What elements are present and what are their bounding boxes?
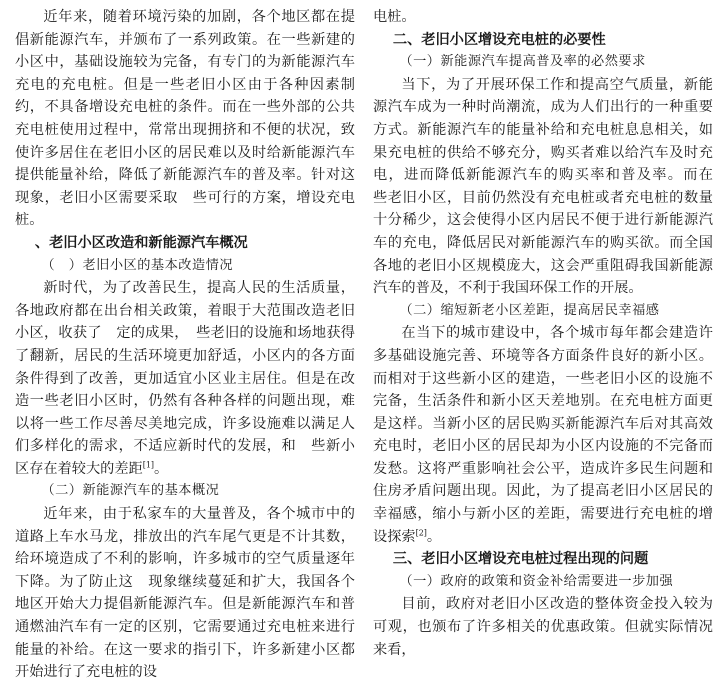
subsection-heading-5: （一）政府的政策和资金补给需要进一步加强 [399,573,674,589]
paragraph-end: 。 [426,528,442,545]
subsection-heading-4: （二）缩短新老小区差距，提高居民幸福感 [399,302,660,318]
left-column [15,6,370,684]
section-heading-3: 三、老旧小区增设充电桩过程出现的问题 [392,551,649,568]
paragraph-end: 。 [154,460,169,477]
subsection-heading-1: （ ）老旧小区的基本改造情况 [41,257,234,273]
subsection-heading-3: （一）新能源汽车提高普及率的必然要求 [399,54,646,70]
paragraph-popularity-requirement: 当下，为了开展环保工作和提高空气质量，新能源汽车成为一种时尚潮流，成为人们出行的一种重要方式。新能源汽车的能量补给和充电桩息息相关，如果充电桩的供给不够充分，购买者难以给汽车及时充电，进而降低新能源汽车的购买率和普及率。而在 些老旧小区，目前仍然没有充电桩或者充电桩的数量十分稀少，这会使得小区内居民不便于进行新能源汽车的充电，降低居民对新能源汽车的购买欲。而全国各地的老旧小区规模庞大，这会严重阻碍我国新能源汽车的普及，不利于我国环保工作的开展。 [373,76,727,297]
right-column [373,6,727,661]
reference-1: [1] [142,460,155,470]
reference-2: [2] [415,527,427,537]
subsection-heading-2: （二）新能源汽车的基本概况 [41,483,220,499]
paragraph-old-community-renovation [15,277,355,480]
intro-paragraph: 近年来，随着环境污染的加剧，各个地区都在提倡新能源汽车，并颁布了一系列政策。在一些新建的小区中，基础设施较为完备，有专门的为新能源汽车充电的充电桩。但是一些老旧小区由于各种因素制约，不具备增设充电桩的条件。而在一些外部的公共充电桩使用过程中，常常出现拥挤和不便的状况，致使许多居住在老旧小区的居民难以及时给新能源汽车提供能量补给，降低了新能源汽车的普及率。针对这 现象，老旧小区需要采取 些可行的方案，增设充电桩。 [15,9,370,229]
paragraph-new-energy-vehicles: 近年来，由于私家车的大量普及，各个城市中的道路上车水马龙，排放出的汽车尾气更是不计其数，给环境造成了不利的影响，许多城市的空气质量逐年下降。为了防止这 现象继续蔓延和扩大，我国各个地区开始大力提倡新能源汽车。但是新能源汽车和普通燃油汽车有一定的区别，它需要通过充电桩来进行能量的补给。在这一要求的指引下，许多新建小区都开始进行了充电桩的设 [15,506,355,681]
section-heading-1: 、老旧小区改造和新能源汽车概况 [34,234,248,251]
paragraph-government-policy: 目前，政府对老旧小区改造的整体资金投入较为可观，也颁布了许多相关的优惠政策。但就实际情况来看， [373,596,713,658]
section-heading-2: 二、老旧小区增设充电桩的必要性 [392,31,606,48]
paragraph-text: 在当下的城市建设中，各个城市每年都会建造许多基础设施完善、环境等各方面条件良好的新小区。而相对于这些新小区的建造，一些老旧小区的设施不完备，生活条件和新小区天差地别。在充电桩方面更是这样。当新小区的居民购买新能源汽车后对其高效充电时，老旧小区的居民却为小区内设施的不完备而发愁。这将严重影响社会公平，造成许多民生问题和住房矛盾问题出现。因此，为了提高老旧小区居民的幸福感，缩小与新小区的差距，需要进行充电桩的增设探索 [373,325,713,545]
paragraph-gap-happiness [373,322,713,548]
continued-paragraph: 电桩。 [373,9,416,25]
paragraph-text: 新时代，为了改善民生，提高人民的生活质量，各地政府都在出台相关政策，着眼于大范围改造老旧小区，收获了 定的成果， 些老旧的设施和场地获得了翻新，居民的生活环境更加舒适，小区内的各方面条件得到了改善，更加适宜小区业主居住。但是在改造一些老旧小区时，仍然有各种各样的问题出现，难以将一些工作尽善尽美地完成，许多设施难以满足人们多样化的需求，不适应新时代的发展，和 些新小区存在着较大的差距 [15,280,355,477]
